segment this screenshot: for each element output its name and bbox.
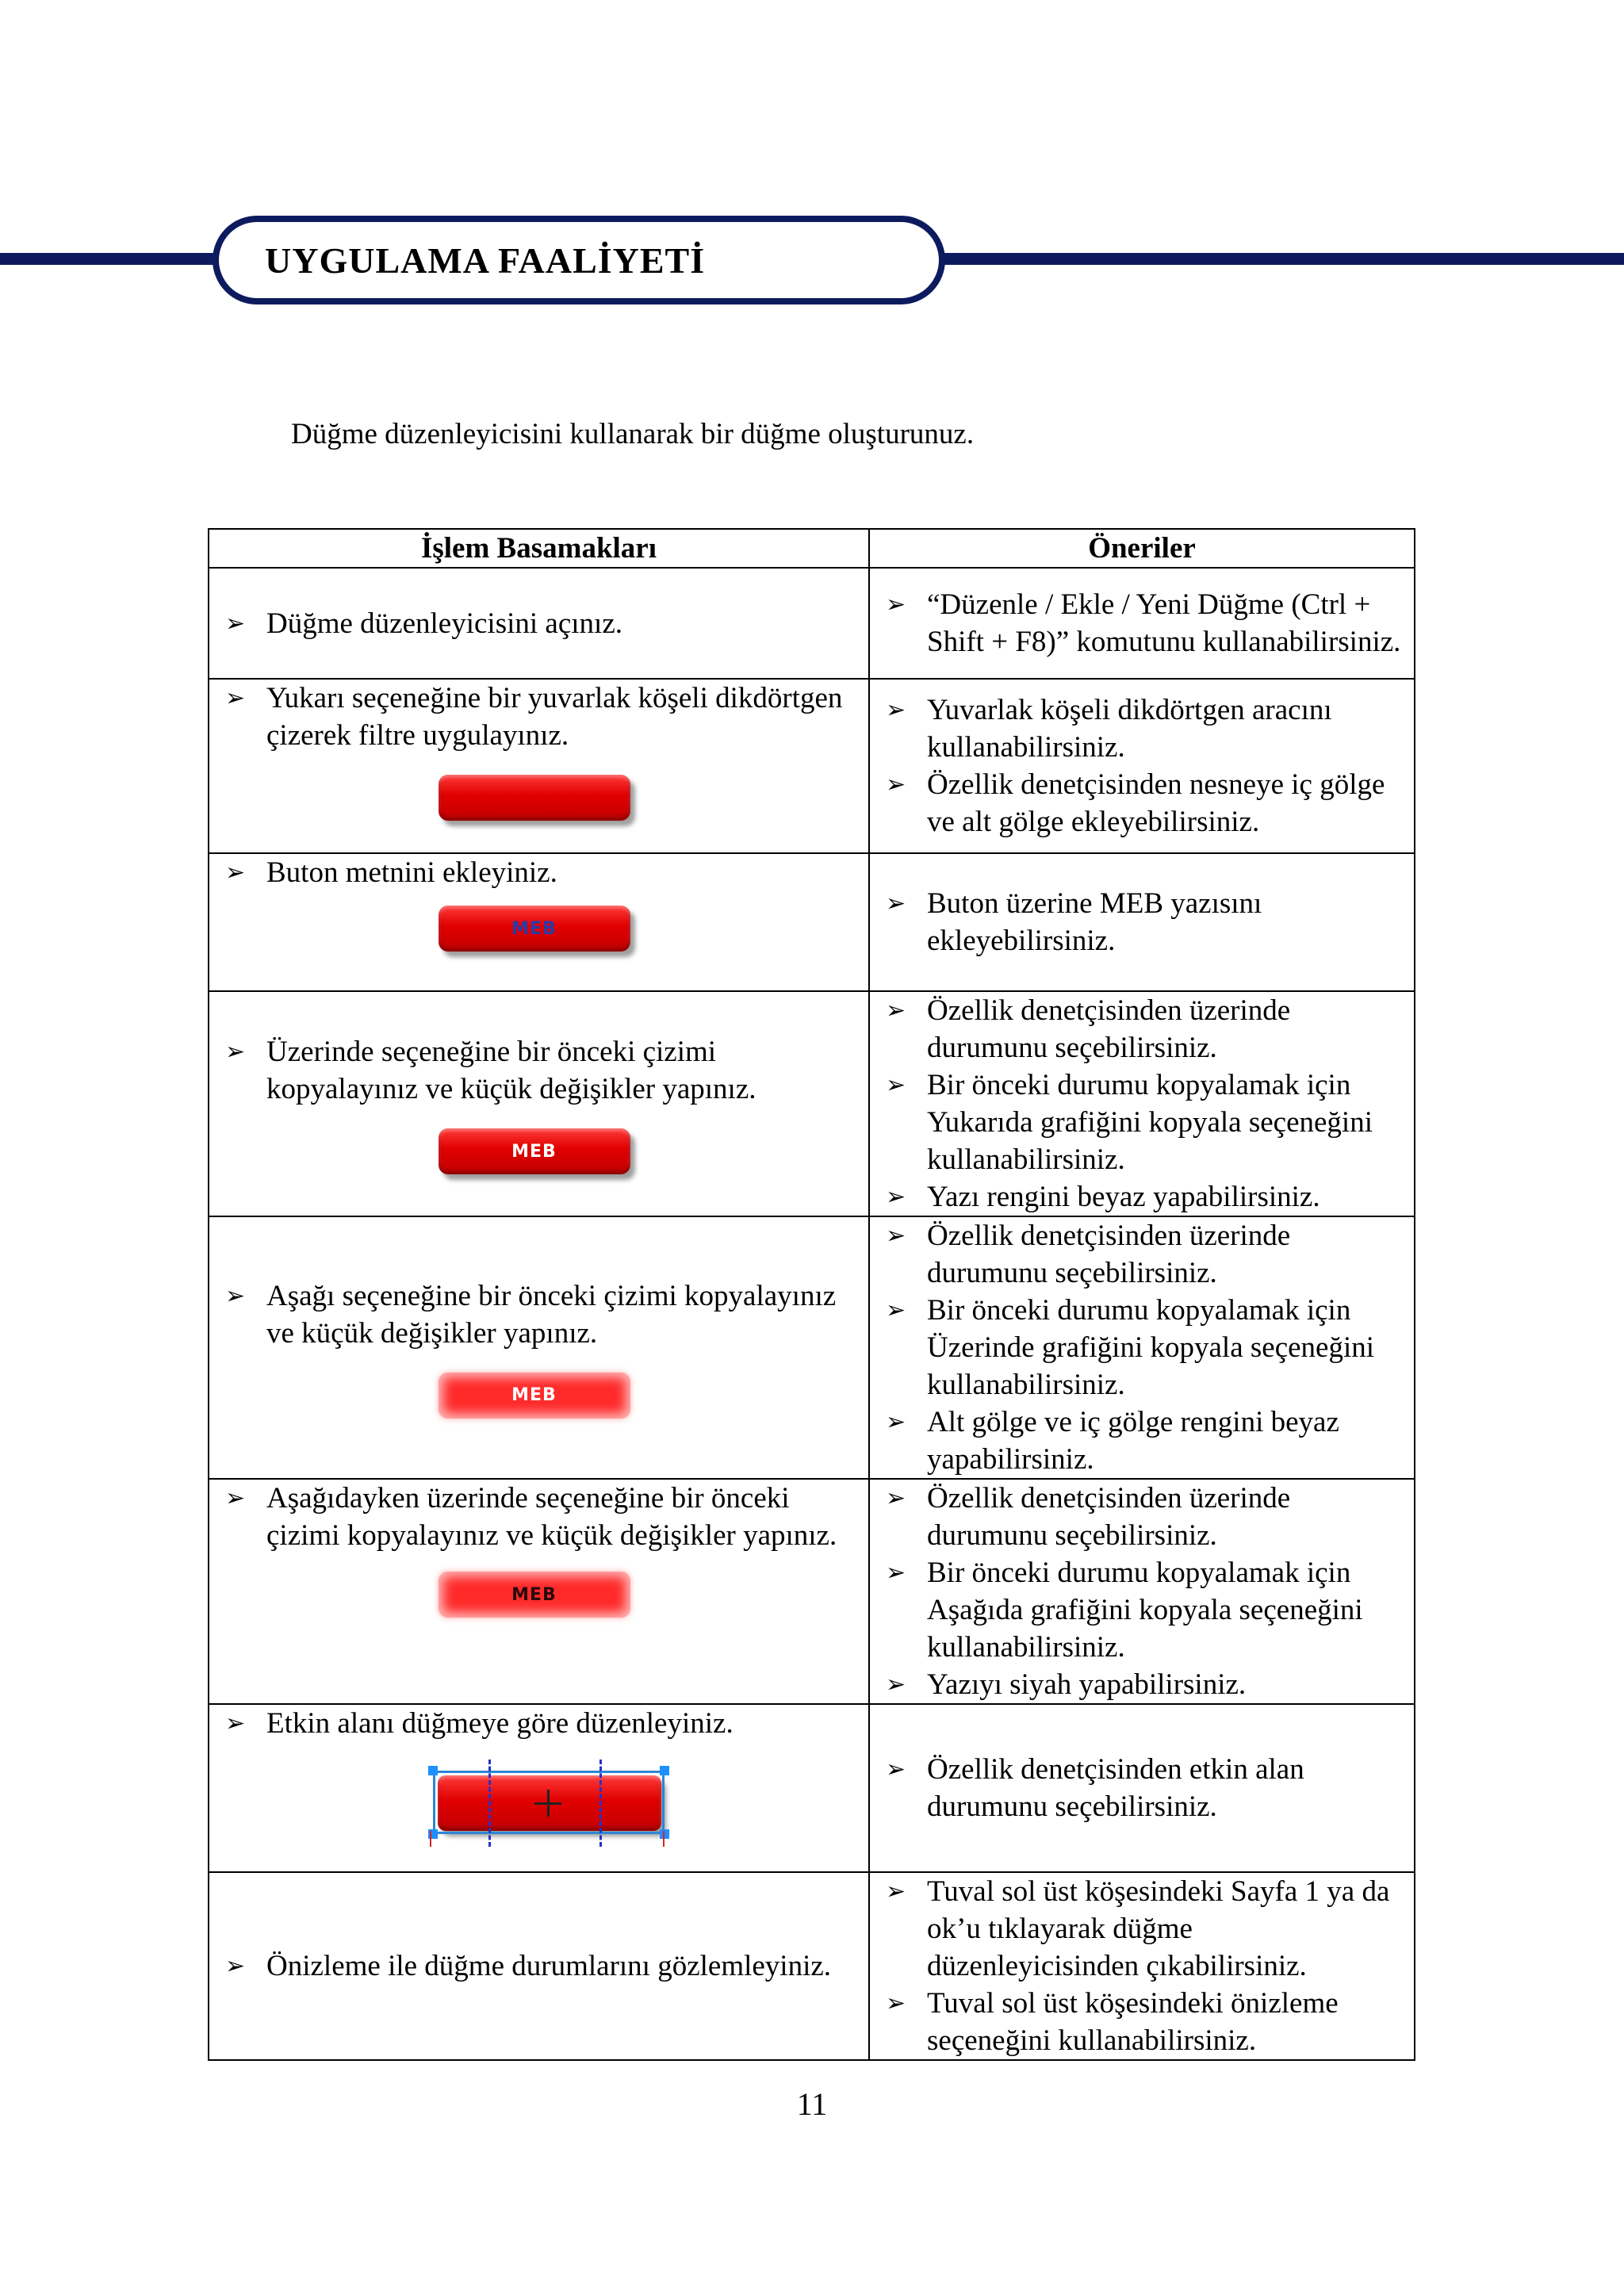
table-row: [209, 853, 1415, 991]
col-header-steps: İşlem Basamakları: [209, 529, 869, 568]
tip-text: ➢ Özellik denetçisinden üzerinde durumunu seçebilirsiniz.: [870, 1217, 1406, 1292]
table-row: [209, 1216, 1415, 1479]
button-preview-down: MEB: [439, 1373, 630, 1419]
page-number: 11: [796, 2086, 828, 2122]
guide-tick: [430, 1831, 431, 1847]
table-row: [209, 1872, 1415, 2060]
page-title: UYGULAMA FAALİYETİ: [265, 239, 706, 281]
tips-cell: [869, 568, 1415, 679]
header-box: [213, 216, 945, 304]
tip-text: ➢ Yuvarlak köşeli dikdörtgen aracını kullanabilirsiniz.: [870, 691, 1406, 766]
button-preview-text: MEB: [439, 906, 630, 952]
header-band-left: [0, 253, 216, 265]
step-cell: [209, 1872, 869, 2060]
hit-area-preview: [416, 1760, 653, 1847]
step-cell: [209, 991, 869, 1216]
button-preview-wrap: [209, 906, 859, 952]
button-preview-wrap: [209, 1128, 859, 1174]
table-row: [209, 991, 1415, 1216]
step-text: ➢ Aşağıdayken üzerinde seçeneğine bir önceki çizimi kopyalayınız ve küçük değişikler yapınız.: [209, 1480, 859, 1554]
tip-text: ➢ Özellik denetçisinden nesneye iç gölge ve alt gölge ekleyebilirsiniz.: [870, 766, 1406, 841]
tip-text: ➢ “Düzenle / Ekle / Yeni Düğme (Ctrl + Shift + F8)” komutunu kullanabilirsiniz.: [870, 586, 1406, 661]
tip-text: ➢ Özellik denetçisinden etkin alan durumunu seçebilirsiniz.: [870, 1751, 1406, 1825]
header-band-right: [942, 253, 1624, 265]
steps-table: [208, 528, 1415, 2061]
move-crosshair-icon: [534, 1790, 561, 1817]
tips-cell: [869, 1479, 1415, 1704]
tip-text: ➢ Bir önceki durumu kopyalamak için Yukarıda grafiğini kopyala seçeneğini kullanabilirsiniz.: [870, 1066, 1406, 1178]
step-text: ➢ Önizleme ile düğme durumlarını gözlemleyiniz.: [209, 1947, 859, 1985]
slice-guide-line: [488, 1760, 491, 1847]
table-header-row: [209, 529, 1415, 568]
table-row: [209, 1479, 1415, 1704]
tips-cell: [869, 1704, 1415, 1872]
step-text: ➢ Buton metnini ekleyiniz.: [209, 854, 859, 891]
guide-tick: [663, 1831, 665, 1847]
tip-text: ➢ Bir önceki durumu kopyalamak için Aşağıda grafiğini kopyala seçeneğini kullanabilirsiniz.: [870, 1554, 1406, 1666]
step-text: ➢ Düğme düzenleyicisini açınız.: [209, 605, 859, 642]
step-cell: [209, 1704, 869, 1872]
tips-cell: [869, 1216, 1415, 1479]
tip-text: ➢ Yazıyı siyah yapabilirsiniz.: [870, 1666, 1406, 1703]
tip-text: ➢ Özellik denetçisinden üzerinde durumunu seçebilirsiniz.: [870, 992, 1406, 1066]
step-text: ➢ Etkin alanı düğmeye göre düzenleyiniz.: [209, 1705, 859, 1742]
tip-text: ➢ Alt gölge ve iç gölge rengini beyaz yapabilirsiniz.: [870, 1403, 1406, 1478]
selection-handle: [428, 1766, 438, 1775]
tips-cell: [869, 853, 1415, 991]
tip-text: ➢ Yazı rengini beyaz yapabilirsiniz.: [870, 1178, 1406, 1216]
button-preview-wrap: [209, 775, 859, 821]
tips-cell: [869, 679, 1415, 853]
button-preview-wrap: [209, 1373, 859, 1419]
tips-cell: [869, 1872, 1415, 2060]
step-text: ➢ Yukarı seçeneğine bir yuvarlak köşeli dikdörtgen çizerek filtre uygulayınız.: [209, 680, 859, 754]
step-text: ➢ Aşağı seçeneğine bir önceki çizimi kopyalayınız ve küçük değişikler yapınız.: [209, 1277, 859, 1352]
button-preview-over-down: MEB: [439, 1572, 630, 1618]
selection-handle: [660, 1766, 669, 1775]
slice-guide-line: [599, 1760, 602, 1847]
step-cell: [209, 679, 869, 853]
tip-text: ➢ Buton üzerine MEB yazısını ekleyebilirsiniz.: [870, 885, 1406, 959]
table-row: [209, 679, 1415, 853]
button-preview-wrap: [209, 1572, 859, 1618]
col-header-tips: Öneriler: [869, 529, 1415, 568]
button-preview-over: MEB: [439, 1128, 630, 1174]
step-cell: [209, 568, 869, 679]
step-cell: [209, 1216, 869, 1479]
step-text: ➢ Üzerinde seçeneğine bir önceki çizimi kopyalayınız ve küçük değişikler yapınız.: [209, 1033, 859, 1108]
tips-cell: [869, 991, 1415, 1216]
table-row: [209, 1704, 1415, 1872]
step-cell: [209, 1479, 869, 1704]
tip-text: ➢ Tuval sol üst köşesindeki önizleme seçeneğini kullanabilirsiniz.: [870, 1985, 1406, 2059]
selection-handle: [660, 1829, 669, 1839]
button-preview-up: [439, 775, 630, 821]
tip-text: ➢ Özellik denetçisinden üzerinde durumunu seçebilirsiniz.: [870, 1480, 1406, 1554]
tip-text: ➢ Bir önceki durumu kopyalamak için Üzerinde grafiğini kopyala seçeneğini kullanabilirsiniz.: [870, 1292, 1406, 1403]
intro-text: Düğme düzenleyicisini kullanarak bir düğme oluşturunuz.: [291, 418, 975, 450]
step-cell: [209, 853, 869, 991]
tip-text: ➢ Tuval sol üst köşesindeki Sayfa 1 ya da ok’u tıklayarak düğme düzenleyicisinden çıkabilirsiniz.: [870, 1873, 1406, 1985]
hit-area-preview-wrap: [209, 1760, 859, 1847]
table-row: [209, 568, 1415, 679]
